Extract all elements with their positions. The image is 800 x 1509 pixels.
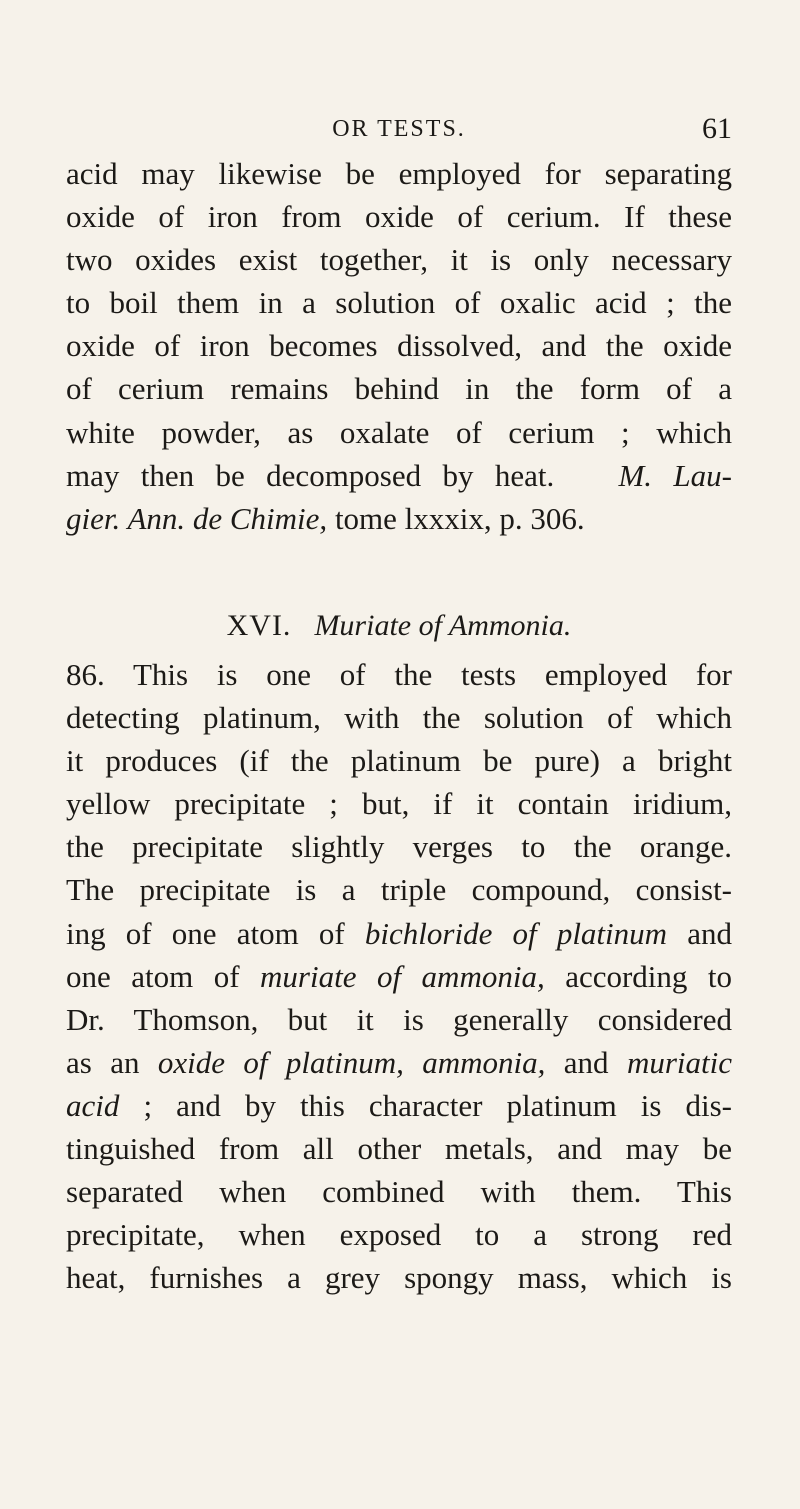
text-line: yellow precipitate ; but, if it contain iridium, [66,786,732,822]
text-line: oxide of iron becomes dissolved, and the oxide [66,328,732,364]
text-run: and [667,915,732,951]
text-run: may then be decomposed by heat. [66,457,555,493]
citation-author: M. Lau- [618,457,732,493]
text-line: oxide of iron from oxide of cerium. If these [66,199,732,235]
text-line [66,497,732,540]
text-line: heat, furnishes a grey spongy mass, which is [66,1260,732,1296]
paragraph-muriate-of-ammonia [66,653,732,1299]
text-run: as an [66,1044,158,1080]
running-head [66,112,732,152]
italic-term: oxide of platinum, ammonia, [157,1044,546,1080]
text-line: Dr. Thomson, but it is generally considered [66,1001,732,1037]
text-run: ing of one atom of [66,915,365,951]
text-line [66,912,732,955]
section-numeral: XVI. [226,609,292,642]
text-run: ; and by this character platinum is dis- [119,1087,732,1123]
text-line: to boil them in a solution of oxalic acid ; the [66,285,732,321]
text-line: 86. This is one of the tests employed for [66,657,732,692]
text-line: white powder, as oxalate of cerium ; which [66,414,732,450]
italic-term: muriate of ammonia, [260,958,545,994]
citation-reference: tome lxxxix, p. 306. [327,500,585,536]
text-line: two oxides exist together, it is only necessary [66,242,732,278]
text-line [66,955,732,998]
text-line: acid may likewise be employed for separating [66,156,732,191]
italic-term: bichloride of platinum [364,915,668,951]
text-line: it produces (if the platinum be pure) a bright [66,743,732,779]
running-title: OR TESTS. [332,116,466,142]
text-line: of cerium remains behind in the form of a [66,371,732,407]
text-line: separated when combined with them. This [66,1174,732,1210]
text-line: detecting platinum, with the solution of which [66,700,732,736]
section-title: Muriate of Ammonia. [314,609,572,642]
text-run: and [545,1044,627,1080]
section-heading [66,609,732,643]
text-run: one atom of [66,958,261,994]
italic-term: acid [66,1087,120,1123]
text-line: The precipitate is a triple compound, consist- [66,872,732,908]
text-line [66,1041,732,1084]
text-line: precipitate, when exposed to a strong red [66,1217,732,1253]
text-line [66,1084,732,1127]
italic-term: muriatic [626,1044,732,1080]
text-line: tinguished from all other metals, and may be [66,1131,732,1167]
paragraph-oxalic-acid [66,152,732,540]
citation-source: gier. Ann. de Chimie, [66,500,328,536]
text-line [66,454,732,497]
text-run: according to [544,958,733,994]
page-number: 61 [702,112,732,145]
text-line: the precipitate slightly verges to the orange. [66,829,732,865]
